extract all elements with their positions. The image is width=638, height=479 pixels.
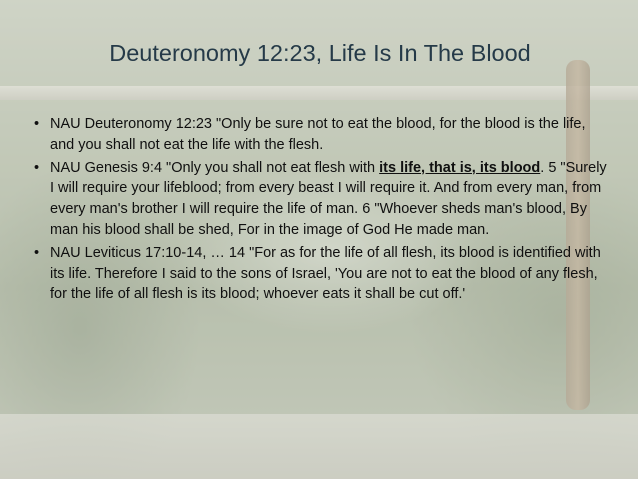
bullet-item (34, 158, 608, 241)
bullet-dot: • (34, 244, 40, 261)
bullet-text: NAU Genesis 9:4 "Only you shall not eat flesh with (50, 159, 380, 176)
bullet-item (34, 114, 608, 156)
bullet-dot: • (34, 116, 40, 132)
slide-title: Deuteronomy 12:23, Life Is In The Blood (109, 40, 531, 66)
bullet-list (34, 114, 608, 307)
bullet-text: NAU Leviticus 17:10-14, … 14 "For as for the life of all flesh, its blood is identified with its life. Therefore I said to the sons of Israel, 'You are not to eat the blood of any flesh, for the life of all flesh is its blood; whoever eats it shall be cut off.' (50, 244, 601, 303)
emphasized-phrase: its life, that is, its blood (379, 159, 541, 176)
bullet-text: NAU Deuteronomy 12:23 "Only be sure not to eat the blood, for the blood is the life, and you shall not eat the life with the flesh. (50, 116, 586, 153)
bullet-text-continued: . 5 "Surely I will require your lifeblood; from every beast I will require it. And from every man, from every man's brother I will require the life of man. 6 "Whoever sheds man's blood, By man his blood shall be shed, For in the image of God He made man. (50, 159, 607, 238)
bullet-dot: • (34, 159, 40, 176)
bullet-item (34, 243, 608, 305)
